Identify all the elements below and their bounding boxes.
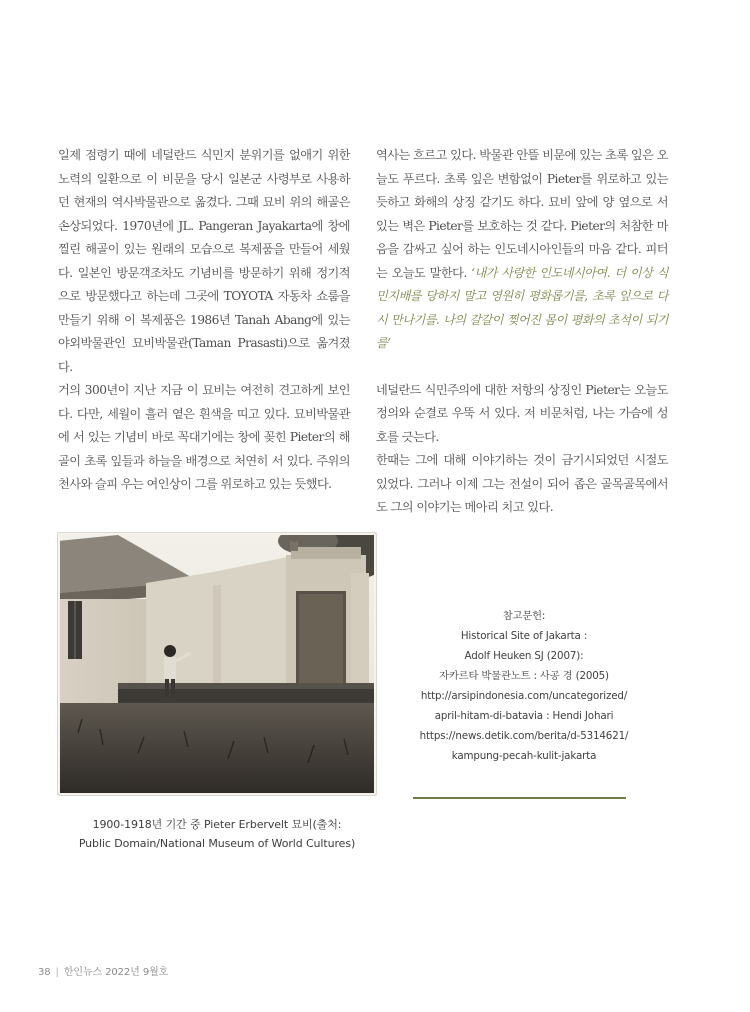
reference-line: kampung-pecah-kulit-jakarta (451, 750, 597, 762)
references-title: 참고문헌: (502, 610, 546, 622)
article-paragraph (376, 144, 668, 356)
reference-line: 자카르타 박물관노트 : 사공 경 (2005) (439, 670, 609, 682)
article-paragraph: 일제 점령기 때에 네덜란드 식민지 분위기를 없애기 위한 노력의 일환으로 이 비문을 당시 일본군 사령부로 사용하던 현재의 역사박물관으로 옮겼다. 그때 묘비 위의 해골은 손상되었다. 1970년에 JL. Pangeran Jayakarta에 창에 찔린 해골이 있는 원래의 모습으로 복제품을 만들어 세웠다. 일본인 방문객조차도 기념비를 방문하기 위해 정기적으로 방문했다고 하는데 그곳에 TOYOTA 자동차 쇼룸을 만들기 위해 이 복제품은 1986년 Tanah Abang에 있는 야외박물관인 묘비박물관(Taman Prasasti)으로 옮겨졌다. (58, 148, 350, 374)
article-paragraph: 거의 300년이 지난 지금 이 묘비는 여전히 견고하게 보인다. 다만, 세월이 흘러 옅은 흰색을 띠고 있다. 묘비박물관에 서 있는 기념비 바로 꼭대기에는 창에 꽂힌 Pieter의 해골이 초록 잎들과 하늘을 배경으로 처연히 서 있다. 주위의 천사와 슬피 우는 여인상이 그를 위로하고 있는 듯했다. (58, 383, 350, 491)
publication-title: 한인뉴스 2022년 9월호 (63, 967, 169, 978)
caption-line: 1900-1918년 기간 중 Pieter Erbervelt 묘비(출처: (92, 818, 342, 831)
pieter-quote: ‘내가 사랑한 인도네시아여. 더 이상 식민지배를 당하지 말고 영원히 평화롭기를, 초록 잎으로 다시 만나기를. 나의 갈갈이 찢어진 몸이 평화의 초석이 되기를’ (376, 265, 668, 350)
photo-illustration (58, 533, 376, 795)
footer-separator: | (55, 967, 59, 978)
page-number: 38 (38, 967, 51, 978)
article-text: 역사는 흐르고 있다. 박물관 안뜰 비문에 있는 초록 잎은 오늘도 푸르다. 초록 잎은 변함없이 Pieter를 위로하고 있는 듯하고 화해의 상징 같기도 하다. 묘비 앞에 양 옆으로 서 있는 벽은 Pieter를 보호하는 것 같다. Pieter의 처참한 마음을 감싸고 싶어 하는 인도네시아인들의 마음 같다. 피터는 오늘도 말한다. (376, 148, 668, 280)
reference-line: Adolf Heuken SJ (2007): (464, 650, 584, 662)
article-paragraph: 한때는 그에 대해 이야기하는 것이 금기시되었던 시절도 있었다. 그러나 이제 그는 전설이 되어 좁은 골목골목에서도 그의 이야기는 메아리 치고 있다. (376, 453, 668, 514)
reference-line: april-hitam-di-batavia : Hendi Johari (434, 710, 614, 722)
references-box (398, 606, 650, 766)
article-right-column (376, 144, 668, 520)
reference-link[interactable]: https://news.detik.com/berita/d-5314621/ (419, 730, 629, 742)
article-paragraph: 네덜란드 식민주의에 대한 저항의 상징인 Pieter는 오늘도 정의와 순결로 우뚝 서 있다. 저 비문처럼, 나는 가슴에 성호를 긋는다. (376, 382, 668, 444)
photo-caption (58, 815, 376, 853)
reference-line: Historical Site of Jakarta : (460, 630, 588, 642)
page-footer (38, 963, 168, 978)
reference-link[interactable]: http://arsipindonesia.com/uncategorized/ (420, 690, 628, 702)
section-divider (413, 797, 626, 799)
historical-photo (58, 533, 376, 795)
caption-line: Public Domain/National Museum of World Cultures) (78, 837, 356, 850)
article-left-column (58, 144, 350, 497)
